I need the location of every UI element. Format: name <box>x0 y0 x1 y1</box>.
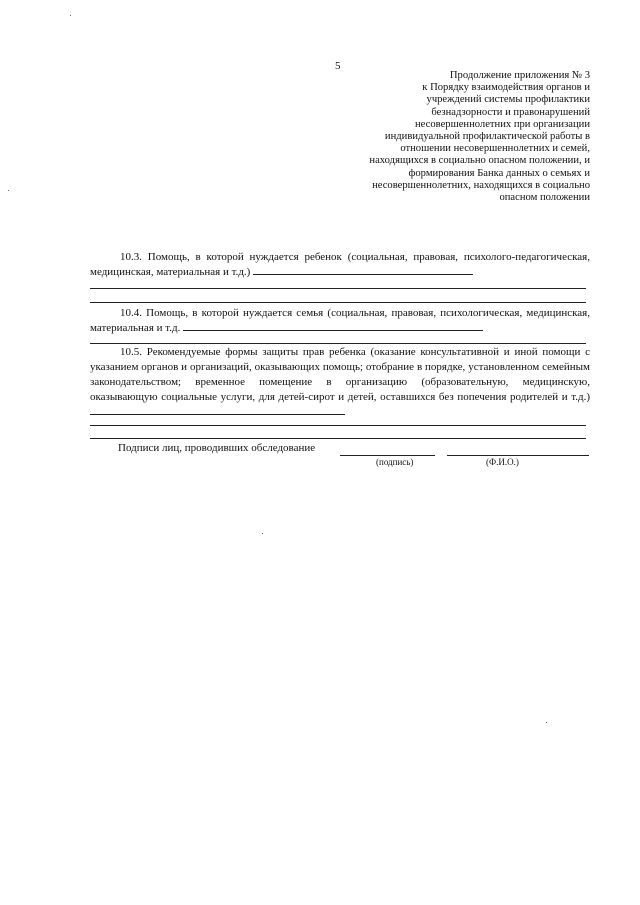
fill-line <box>183 321 483 331</box>
item-10-5-label: 10.5. Рекомендуемые формы защиты прав ребенка (оказание консультативной и иной помощи с указанием органов и организаций, оказывающих помощь; отобрание в порядке, установленном семейным законодательством; временное помещение в организацию (образовательную, медицинскую, оказывающую социальные услуги, для детей-сирот и детей, оставшихся без попечения родителей и т.д.) <box>90 346 590 403</box>
item-10-4-text <box>90 306 590 336</box>
name-line <box>447 455 589 456</box>
page-number: 5 <box>335 60 341 72</box>
item-10-3-text <box>90 250 590 280</box>
item-10-5-text <box>90 345 590 420</box>
scan-speck <box>8 190 9 191</box>
signature-caption: (подпись) <box>376 457 414 467</box>
fill-line <box>253 265 473 275</box>
fill-line <box>90 343 586 344</box>
item-10-4-label: 10.4. Помощь, в которой нуждается семья (социальная, правовая, психологическая, медицинская, материальная и т.д. <box>90 307 590 334</box>
fill-line <box>90 425 586 426</box>
fill-line <box>90 438 586 439</box>
name-caption: (Ф.И.О.) <box>486 457 519 467</box>
fill-line <box>90 288 586 289</box>
section-10-4 <box>90 306 590 336</box>
section-10-3 <box>90 250 590 280</box>
header-line: формирования Банка данных о семьях и <box>408 167 590 179</box>
header-line: к Порядку взаимодействия органов и <box>422 82 590 94</box>
header-line: индивидуальной профилактической работы в <box>384 131 590 143</box>
header-line: отношении несовершеннолетних и семей, <box>400 143 590 155</box>
header-line: находящихся в социально опасном положении, и <box>369 155 590 167</box>
scan-speck <box>546 722 547 723</box>
appendix-header <box>300 70 590 204</box>
fill-line <box>90 302 586 303</box>
header-line: несовершеннолетних при организации <box>415 118 590 130</box>
signature-line <box>340 455 435 456</box>
header-line: Продолжение приложения № 3 <box>449 70 590 81</box>
header-line: опасном положении <box>499 192 590 204</box>
fill-line <box>90 405 345 415</box>
header-line: безнадзорности и правонарушений <box>431 106 590 118</box>
header-line: несовершеннолетних, находящихся в социально <box>372 179 590 191</box>
header-line: учреждений системы профилактики <box>426 94 590 106</box>
signature-label: Подписи лиц, проводивших обследование <box>118 442 316 454</box>
scan-speck <box>262 533 263 534</box>
scan-speck <box>70 15 71 16</box>
item-10-3-label: 10.3. Помощь, в которой нуждается ребенок (социальная, правовая, психолого-педагогическая, медицинская, материальная и т.д.) <box>90 251 590 278</box>
section-10-5 <box>90 345 590 420</box>
